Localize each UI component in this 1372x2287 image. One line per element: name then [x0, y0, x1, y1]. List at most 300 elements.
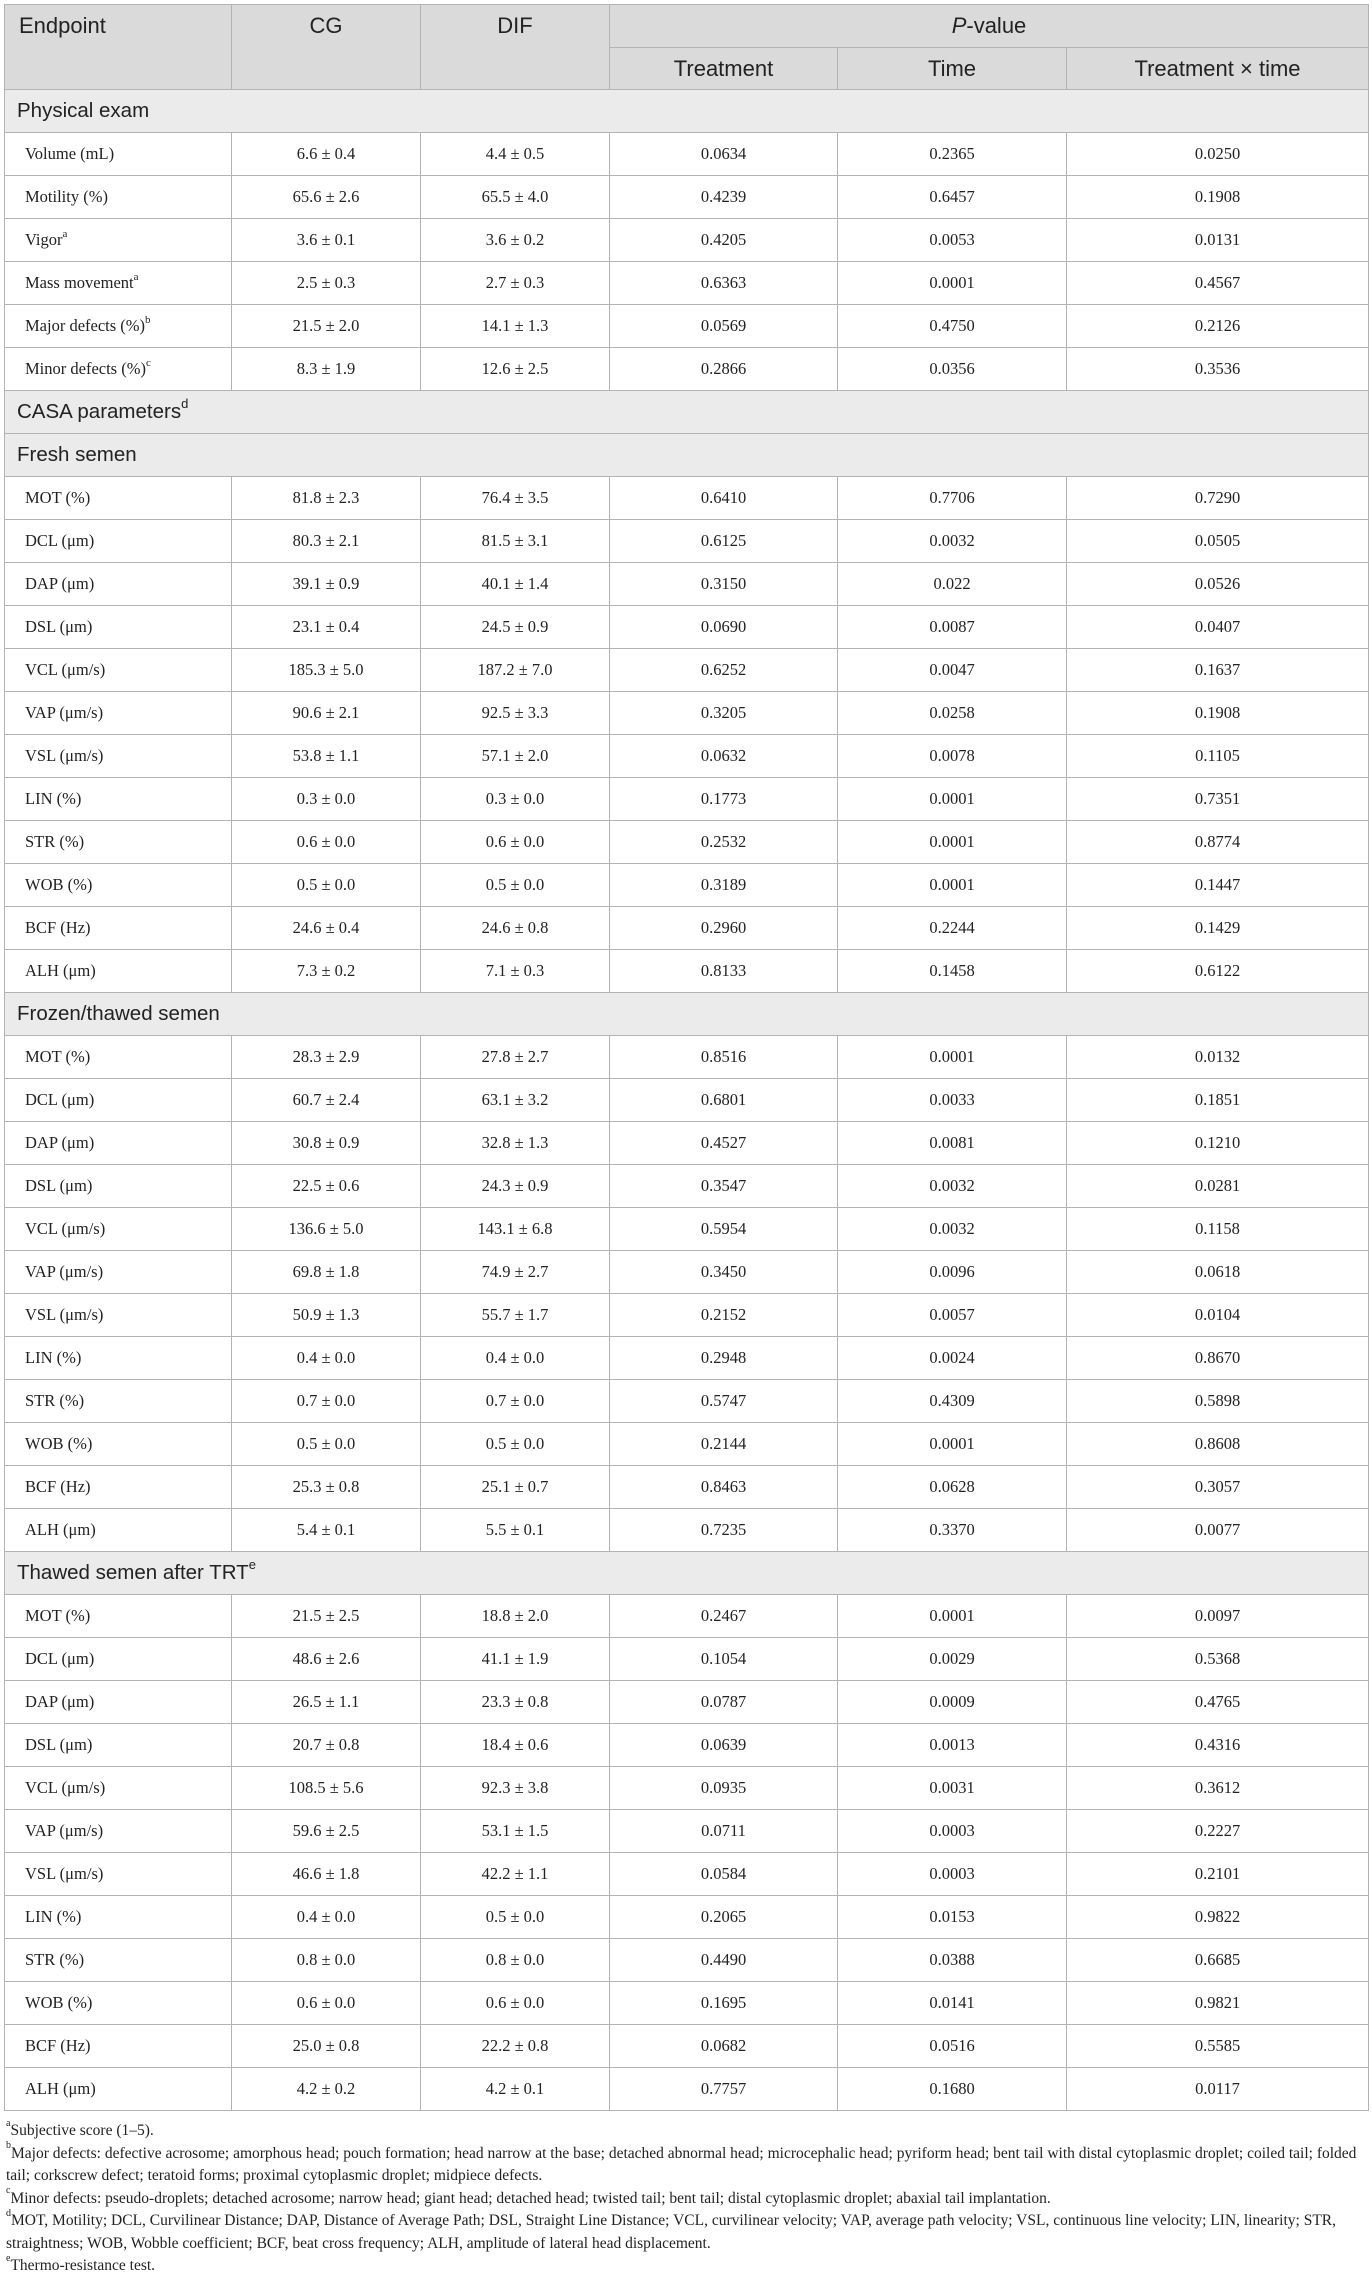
cg-value-cell: 24.6 ± 0.4 — [232, 907, 421, 950]
cg-value-cell: 65.6 ± 2.6 — [232, 176, 421, 219]
time-p-cell: 0.0013 — [838, 1724, 1067, 1767]
time-p-cell: 0.0153 — [838, 1896, 1067, 1939]
time-p-cell: 0.0078 — [838, 735, 1067, 778]
pvalue-p: P — [951, 13, 967, 38]
table-row — [5, 1896, 1369, 1939]
interaction-p-cell: 0.8670 — [1067, 1337, 1369, 1380]
endpoint-cell — [5, 606, 232, 649]
interaction-p-cell: 0.0505 — [1067, 520, 1369, 563]
endpoint-label: Major defects (%) — [25, 316, 146, 335]
endpoint-label: BCF (Hz) — [25, 2036, 91, 2055]
cg-value-cell: 4.2 ± 0.2 — [232, 2068, 421, 2111]
dif-value-cell: 0.7 ± 0.0 — [421, 1380, 610, 1423]
footnote-text: Major defects: defective acrosome; amorphous head; pouch formation; head narrow at the base; detached abnormal head; microcephalic head; pyriform head; bent tail with distal cytoplasmic droplet; coiled tail; folded tail; corkscrew defect; teratoid forms; proximal cytoplasmic droplet; midpiece defects. — [6, 2144, 1357, 2184]
interaction-p-cell: 0.7290 — [1067, 477, 1369, 520]
interaction-p-cell: 0.0131 — [1067, 219, 1369, 262]
treatment-p-cell: 0.6801 — [610, 1079, 838, 1122]
time-p-cell: 0.0033 — [838, 1079, 1067, 1122]
footnote-mark: c — [6, 2185, 11, 2197]
treatment-p-cell: 0.2065 — [610, 1896, 838, 1939]
interaction-p-cell: 0.9822 — [1067, 1896, 1369, 1939]
dif-value-cell: 24.5 ± 0.9 — [421, 606, 610, 649]
header-dif: DIF — [421, 5, 610, 90]
cg-value-cell: 5.4 ± 0.1 — [232, 1509, 421, 1552]
table-row — [5, 1036, 1369, 1079]
endpoint-cell — [5, 1638, 232, 1681]
endpoint-label: VCL (μm/s) — [25, 1219, 106, 1238]
endpoint-cell — [5, 1294, 232, 1337]
section-row — [5, 993, 1369, 1036]
cg-value-cell: 25.0 ± 0.8 — [232, 2025, 421, 2068]
endpoint-label: MOT (%) — [25, 1047, 91, 1066]
dif-value-cell: 76.4 ± 3.5 — [421, 477, 610, 520]
cg-value-cell: 69.8 ± 1.8 — [232, 1251, 421, 1294]
footnote-mark: a — [133, 270, 139, 283]
table-row — [5, 262, 1369, 305]
interaction-p-cell: 0.5368 — [1067, 1638, 1369, 1681]
interaction-p-cell: 0.1447 — [1067, 864, 1369, 907]
interaction-p-cell: 0.4765 — [1067, 1681, 1369, 1724]
time-p-cell: 0.0096 — [838, 1251, 1067, 1294]
interaction-p-cell: 0.0117 — [1067, 2068, 1369, 2111]
section-row — [5, 391, 1369, 434]
time-p-cell: 0.022 — [838, 563, 1067, 606]
interaction-p-cell: 0.0407 — [1067, 606, 1369, 649]
interaction-p-cell: 0.4567 — [1067, 262, 1369, 305]
interaction-p-cell: 0.1158 — [1067, 1208, 1369, 1251]
cg-value-cell: 80.3 ± 2.1 — [232, 520, 421, 563]
treatment-p-cell: 0.3547 — [610, 1165, 838, 1208]
dif-value-cell: 74.9 ± 2.7 — [421, 1251, 610, 1294]
cg-value-cell: 0.5 ± 0.0 — [232, 864, 421, 907]
dif-value-cell: 24.3 ± 0.9 — [421, 1165, 610, 1208]
cg-value-cell: 25.3 ± 0.8 — [232, 1466, 421, 1509]
section-title-cell — [5, 1552, 1369, 1595]
table-row — [5, 1294, 1369, 1337]
table-row — [5, 477, 1369, 520]
treatment-p-cell: 0.0690 — [610, 606, 838, 649]
table-row — [5, 176, 1369, 219]
table-row — [5, 1208, 1369, 1251]
dif-value-cell: 63.1 ± 3.2 — [421, 1079, 610, 1122]
time-p-cell: 0.1680 — [838, 2068, 1067, 2111]
treatment-p-cell: 0.6252 — [610, 649, 838, 692]
footnote — [6, 2140, 1368, 2188]
time-p-cell: 0.4309 — [838, 1380, 1067, 1423]
dif-value-cell: 32.8 ± 1.3 — [421, 1122, 610, 1165]
treatment-p-cell: 0.4205 — [610, 219, 838, 262]
cg-value-cell: 0.3 ± 0.0 — [232, 778, 421, 821]
time-p-cell: 0.0001 — [838, 778, 1067, 821]
treatment-p-cell: 0.5954 — [610, 1208, 838, 1251]
table-body — [5, 90, 1369, 2111]
interaction-p-cell: 0.0250 — [1067, 133, 1369, 176]
time-p-cell: 0.0024 — [838, 1337, 1067, 1380]
interaction-p-cell: 0.2227 — [1067, 1810, 1369, 1853]
interaction-p-cell: 0.1210 — [1067, 1122, 1369, 1165]
treatment-p-cell: 0.7757 — [610, 2068, 838, 2111]
footnote-text: Subjective score (1–5). — [10, 2122, 154, 2139]
cg-value-cell: 0.6 ± 0.0 — [232, 821, 421, 864]
endpoint-cell — [5, 692, 232, 735]
table-row — [5, 305, 1369, 348]
table-row — [5, 219, 1369, 262]
endpoint-cell — [5, 1810, 232, 1853]
treatment-p-cell: 0.4527 — [610, 1122, 838, 1165]
time-p-cell: 0.6457 — [838, 176, 1067, 219]
interaction-p-cell: 0.0132 — [1067, 1036, 1369, 1079]
endpoint-cell — [5, 1853, 232, 1896]
cg-value-cell: 28.3 ± 2.9 — [232, 1036, 421, 1079]
dif-value-cell: 143.1 ± 6.8 — [421, 1208, 610, 1251]
endpoint-cell — [5, 1681, 232, 1724]
endpoint-cell — [5, 649, 232, 692]
table-row — [5, 1423, 1369, 1466]
time-p-cell: 0.0001 — [838, 262, 1067, 305]
interaction-p-cell: 0.8608 — [1067, 1423, 1369, 1466]
interaction-p-cell: 0.3612 — [1067, 1767, 1369, 1810]
section-row — [5, 90, 1369, 133]
table-row — [5, 1853, 1369, 1896]
endpoint-cell — [5, 1509, 232, 1552]
table-row — [5, 1767, 1369, 1810]
endpoint-label: Volume (mL) — [25, 144, 115, 163]
footnote-text: Minor defects: pseudo-droplets; detached acrosome; narrow head; giant head; detached head; twisted tail; bent tail; distal cytoplasmic droplet; abaxial tail implantation. — [10, 2189, 1051, 2207]
table-row — [5, 1982, 1369, 2025]
dif-value-cell: 24.6 ± 0.8 — [421, 907, 610, 950]
endpoint-cell — [5, 219, 232, 262]
interaction-p-cell: 0.9821 — [1067, 1982, 1369, 2025]
time-p-cell: 0.0087 — [838, 606, 1067, 649]
time-p-cell: 0.0003 — [838, 1810, 1067, 1853]
cg-value-cell: 108.5 ± 5.6 — [232, 1767, 421, 1810]
interaction-p-cell: 0.1851 — [1067, 1079, 1369, 1122]
dif-value-cell: 22.2 ± 0.8 — [421, 2025, 610, 2068]
interaction-p-cell: 0.0104 — [1067, 1294, 1369, 1337]
dif-value-cell: 0.5 ± 0.0 — [421, 1896, 610, 1939]
time-p-cell: 0.3370 — [838, 1509, 1067, 1552]
endpoint-cell — [5, 2025, 232, 2068]
table-row — [5, 950, 1369, 993]
cg-value-cell: 30.8 ± 0.9 — [232, 1122, 421, 1165]
treatment-p-cell: 0.6363 — [610, 262, 838, 305]
table-row — [5, 692, 1369, 735]
time-p-cell: 0.0516 — [838, 2025, 1067, 2068]
treatment-p-cell: 0.2960 — [610, 907, 838, 950]
endpoint-label: Minor defects (%) — [25, 359, 146, 378]
endpoint-label: ALH (μm) — [25, 961, 96, 980]
interaction-p-cell: 0.6685 — [1067, 1939, 1369, 1982]
endpoint-label: DSL (μm) — [25, 1735, 93, 1754]
time-p-cell: 0.0081 — [838, 1122, 1067, 1165]
time-p-cell: 0.2244 — [838, 907, 1067, 950]
endpoint-cell — [5, 1337, 232, 1380]
header-treatment: Treatment — [610, 48, 838, 90]
endpoint-cell — [5, 563, 232, 606]
dif-value-cell: 53.1 ± 1.5 — [421, 1810, 610, 1853]
endpoint-label: BCF (Hz) — [25, 918, 91, 937]
endpoint-label: STR (%) — [25, 832, 85, 851]
interaction-p-cell: 0.8774 — [1067, 821, 1369, 864]
cg-value-cell: 23.1 ± 0.4 — [232, 606, 421, 649]
endpoint-cell — [5, 1380, 232, 1423]
endpoint-label: DCL (μm) — [25, 1090, 95, 1109]
cg-value-cell: 21.5 ± 2.5 — [232, 1595, 421, 1638]
interaction-p-cell: 0.0077 — [1067, 1509, 1369, 1552]
dif-value-cell: 7.1 ± 0.3 — [421, 950, 610, 993]
endpoint-cell — [5, 1466, 232, 1509]
interaction-p-cell: 0.1429 — [1067, 907, 1369, 950]
treatment-p-cell: 0.2866 — [610, 348, 838, 391]
footnote-text: Thermo-resistance test. — [10, 2257, 156, 2274]
time-p-cell: 0.0032 — [838, 520, 1067, 563]
dif-value-cell: 41.1 ± 1.9 — [421, 1638, 610, 1681]
footnote-mark: b — [6, 2140, 11, 2152]
dif-value-cell: 27.8 ± 2.7 — [421, 1036, 610, 1079]
dif-value-cell: 3.6 ± 0.2 — [421, 219, 610, 262]
section-title: Physical exam — [17, 99, 150, 122]
endpoint-label: VSL (μm/s) — [25, 1864, 104, 1883]
dif-value-cell: 18.4 ± 0.6 — [421, 1724, 610, 1767]
footnote-mark: b — [145, 313, 151, 326]
dif-value-cell: 0.8 ± 0.0 — [421, 1939, 610, 1982]
cg-value-cell: 20.7 ± 0.8 — [232, 1724, 421, 1767]
table-row — [5, 1509, 1369, 1552]
time-p-cell: 0.0053 — [838, 219, 1067, 262]
footnote-mark: e — [6, 2252, 11, 2264]
footnote — [6, 2207, 1368, 2255]
endpoint-label: STR (%) — [25, 1950, 85, 1969]
endpoint-cell — [5, 1724, 232, 1767]
endpoint-cell — [5, 1896, 232, 1939]
treatment-p-cell: 0.0634 — [610, 133, 838, 176]
section-title: CASA parameters — [17, 400, 182, 423]
time-p-cell: 0.0003 — [838, 1853, 1067, 1896]
treatment-p-cell: 0.8463 — [610, 1466, 838, 1509]
time-p-cell: 0.0031 — [838, 1767, 1067, 1810]
treatment-p-cell: 0.7235 — [610, 1509, 838, 1552]
footnote-mark: c — [145, 356, 151, 369]
table-row — [5, 1466, 1369, 1509]
section-title-cell — [5, 434, 1369, 477]
table-row — [5, 821, 1369, 864]
dif-value-cell: 65.5 ± 4.0 — [421, 176, 610, 219]
endpoint-cell — [5, 735, 232, 778]
endpoint-label: MOT (%) — [25, 1606, 91, 1625]
endpoint-label: VCL (μm/s) — [25, 660, 106, 679]
treatment-p-cell: 0.6410 — [610, 477, 838, 520]
interaction-p-cell: 0.3536 — [1067, 348, 1369, 391]
treatment-p-cell: 0.4239 — [610, 176, 838, 219]
table-row — [5, 1337, 1369, 1380]
time-p-cell: 0.0032 — [838, 1165, 1067, 1208]
footnote-mark: a — [6, 2117, 11, 2129]
footnote-text: MOT, Motility; DCL, Curvilinear Distance; DAP, Distance of Average Path; DSL, Straight Line Distance; VCL, curvilinear velocity; VAP, average path velocity; VSL, continuous line velocity; LIN, linearity; STR, straightness; WOB, Wobble coefficient; BCF, beat cross frequency; ALH, amplitude of lateral head displacement. — [6, 2212, 1337, 2252]
endpoint-label: WOB (%) — [25, 875, 93, 894]
dif-value-cell: 14.1 ± 1.3 — [421, 305, 610, 348]
endpoint-cell — [5, 1939, 232, 1982]
cg-value-cell: 39.1 ± 0.9 — [232, 563, 421, 606]
dif-value-cell: 4.2 ± 0.1 — [421, 2068, 610, 2111]
treatment-p-cell: 0.0935 — [610, 1767, 838, 1810]
endpoint-cell — [5, 1423, 232, 1466]
endpoint-label: DCL (μm) — [25, 1649, 95, 1668]
endpoint-cell — [5, 907, 232, 950]
endpoint-label: VAP (μm/s) — [25, 1262, 104, 1281]
endpoint-label: VSL (μm/s) — [25, 1305, 104, 1324]
footnote — [6, 2117, 1368, 2143]
cg-value-cell: 185.3 ± 5.0 — [232, 649, 421, 692]
header-cg: CG — [232, 5, 421, 90]
table-row — [5, 563, 1369, 606]
interaction-p-cell: 0.1908 — [1067, 176, 1369, 219]
treatment-p-cell: 0.3189 — [610, 864, 838, 907]
time-p-cell: 0.0001 — [838, 1423, 1067, 1466]
dif-value-cell: 0.5 ± 0.0 — [421, 1423, 610, 1466]
treatment-p-cell: 0.3205 — [610, 692, 838, 735]
table-row — [5, 1165, 1369, 1208]
interaction-p-cell: 0.5898 — [1067, 1380, 1369, 1423]
endpoint-cell — [5, 477, 232, 520]
endpoint-label: VAP (μm/s) — [25, 1821, 104, 1840]
table-row — [5, 606, 1369, 649]
dif-value-cell: 18.8 ± 2.0 — [421, 1595, 610, 1638]
cg-value-cell: 26.5 ± 1.1 — [232, 1681, 421, 1724]
cg-value-cell: 3.6 ± 0.1 — [232, 219, 421, 262]
endpoint-label: STR (%) — [25, 1391, 85, 1410]
time-p-cell: 0.0001 — [838, 821, 1067, 864]
dif-value-cell: 42.2 ± 1.1 — [421, 1853, 610, 1896]
cg-value-cell: 8.3 ± 1.9 — [232, 348, 421, 391]
cg-value-cell: 136.6 ± 5.0 — [232, 1208, 421, 1251]
header-time: Time — [838, 48, 1067, 90]
time-p-cell: 0.0057 — [838, 1294, 1067, 1337]
section-row — [5, 1552, 1369, 1595]
dif-value-cell: 57.1 ± 2.0 — [421, 735, 610, 778]
cg-value-cell: 7.3 ± 0.2 — [232, 950, 421, 993]
table-row — [5, 735, 1369, 778]
dif-value-cell: 0.3 ± 0.0 — [421, 778, 610, 821]
cg-value-cell: 0.7 ± 0.0 — [232, 1380, 421, 1423]
time-p-cell: 0.0258 — [838, 692, 1067, 735]
endpoint-label: Motility (%) — [25, 187, 108, 206]
endpoint-cell — [5, 1595, 232, 1638]
cg-value-cell: 0.4 ± 0.0 — [232, 1337, 421, 1380]
cg-value-cell: 46.6 ± 1.8 — [232, 1853, 421, 1896]
interaction-p-cell: 0.7351 — [1067, 778, 1369, 821]
treatment-p-cell: 0.0682 — [610, 2025, 838, 2068]
treatment-p-cell: 0.3150 — [610, 563, 838, 606]
interaction-p-cell: 0.2101 — [1067, 1853, 1369, 1896]
footnote-mark: a — [62, 227, 68, 240]
table-row — [5, 864, 1369, 907]
dif-value-cell: 55.7 ± 1.7 — [421, 1294, 610, 1337]
dif-value-cell: 92.3 ± 3.8 — [421, 1767, 610, 1810]
endpoint-cell — [5, 133, 232, 176]
endpoint-cell — [5, 1036, 232, 1079]
endpoint-label: LIN (%) — [25, 1907, 82, 1926]
interaction-p-cell: 0.0281 — [1067, 1165, 1369, 1208]
endpoint-cell — [5, 2068, 232, 2111]
cg-value-cell: 22.5 ± 0.6 — [232, 1165, 421, 1208]
endpoint-label: LIN (%) — [25, 1348, 82, 1367]
table-row — [5, 1595, 1369, 1638]
table-row — [5, 1810, 1369, 1853]
endpoint-cell — [5, 950, 232, 993]
table-row — [5, 649, 1369, 692]
endpoint-cell — [5, 821, 232, 864]
interaction-p-cell: 0.2126 — [1067, 305, 1369, 348]
interaction-p-cell: 0.3057 — [1067, 1466, 1369, 1509]
dif-value-cell: 25.1 ± 0.7 — [421, 1466, 610, 1509]
dif-value-cell: 0.5 ± 0.0 — [421, 864, 610, 907]
footnote — [6, 2185, 1368, 2211]
interaction-p-cell: 0.6122 — [1067, 950, 1369, 993]
section-title-cell — [5, 993, 1369, 1036]
cg-value-cell: 60.7 ± 2.4 — [232, 1079, 421, 1122]
time-p-cell: 0.7706 — [838, 477, 1067, 520]
footnote-mark: d — [6, 2207, 11, 2219]
endpoint-label: Mass movement — [25, 273, 134, 292]
time-p-cell: 0.2365 — [838, 133, 1067, 176]
interaction-p-cell: 0.0618 — [1067, 1251, 1369, 1294]
header-treatment-x-time: Treatment × time — [1067, 48, 1369, 90]
table-row — [5, 907, 1369, 950]
time-p-cell: 0.4750 — [838, 305, 1067, 348]
endpoint-cell — [5, 305, 232, 348]
endpoint-label: DAP (μm) — [25, 574, 95, 593]
endpoint-label: BCF (Hz) — [25, 1477, 91, 1496]
dif-value-cell: 187.2 ± 7.0 — [421, 649, 610, 692]
interaction-p-cell: 0.1908 — [1067, 692, 1369, 735]
endpoint-label: WOB (%) — [25, 1434, 93, 1453]
endpoint-label: DSL (μm) — [25, 1176, 93, 1195]
time-p-cell: 0.0001 — [838, 1595, 1067, 1638]
cg-value-cell: 48.6 ± 2.6 — [232, 1638, 421, 1681]
endpoint-cell — [5, 520, 232, 563]
time-p-cell: 0.0032 — [838, 1208, 1067, 1251]
endpoint-label: Vigor — [25, 230, 63, 249]
endpoint-label: DAP (μm) — [25, 1692, 95, 1711]
endpoint-label: VSL (μm/s) — [25, 746, 104, 765]
dif-value-cell: 5.5 ± 0.1 — [421, 1509, 610, 1552]
endpoint-label: VAP (μm/s) — [25, 703, 104, 722]
table-row — [5, 2025, 1369, 2068]
footnote-mark: d — [181, 396, 189, 412]
treatment-p-cell: 0.0787 — [610, 1681, 838, 1724]
header-endpoint: Endpoint — [5, 5, 232, 90]
table-row — [5, 1638, 1369, 1681]
treatment-p-cell: 0.0584 — [610, 1853, 838, 1896]
time-p-cell: 0.0029 — [838, 1638, 1067, 1681]
endpoint-cell — [5, 348, 232, 391]
treatment-p-cell: 0.2467 — [610, 1595, 838, 1638]
dif-value-cell: 2.7 ± 0.3 — [421, 262, 610, 305]
section-title: Frozen/thawed semen — [17, 1002, 220, 1025]
dif-value-cell: 12.6 ± 2.5 — [421, 348, 610, 391]
section-title-cell — [5, 90, 1369, 133]
treatment-p-cell: 0.8133 — [610, 950, 838, 993]
endpoint-cell — [5, 864, 232, 907]
endpoint-cell — [5, 778, 232, 821]
dif-value-cell: 4.4 ± 0.5 — [421, 133, 610, 176]
semen-parameters-table — [4, 4, 1369, 2111]
interaction-p-cell: 0.4316 — [1067, 1724, 1369, 1767]
table-row — [5, 778, 1369, 821]
treatment-p-cell: 0.2152 — [610, 1294, 838, 1337]
interaction-p-cell: 0.0097 — [1067, 1595, 1369, 1638]
time-p-cell: 0.0356 — [838, 348, 1067, 391]
